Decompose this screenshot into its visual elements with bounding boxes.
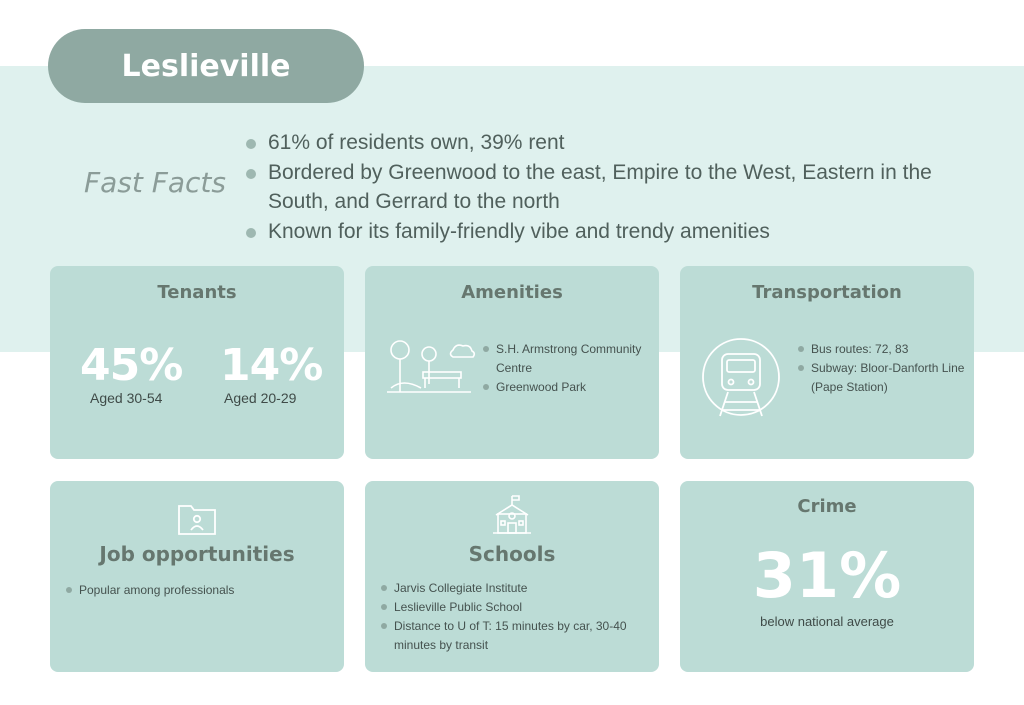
- transportation-card: [680, 266, 974, 459]
- folder-user-icon: [178, 501, 216, 535]
- amenities-card: [365, 266, 659, 459]
- tenant-stat-label: Aged 20-29: [224, 390, 297, 406]
- jobs-list: [66, 581, 326, 600]
- fact-item: Known for its family-friendly vibe and trendy amenities: [246, 217, 996, 246]
- tenants-card: [50, 266, 344, 459]
- transportation-list: [798, 340, 968, 397]
- transportation-title: Transportation: [752, 282, 902, 303]
- fact-item: Bordered by Greenwood to the east, Empire to the West, Eastern in the South, and Gerrard to the north: [246, 158, 996, 216]
- list-item: Leslieville Public School: [381, 598, 646, 617]
- fast-facts-list: [246, 128, 996, 247]
- tenant-stat-value: 14%: [220, 340, 323, 391]
- jobs-title: Job opportunities: [99, 542, 295, 566]
- crime-title: Crime: [797, 496, 857, 517]
- train-icon: [700, 336, 782, 418]
- crime-label: below national average: [760, 614, 894, 629]
- crime-card: [680, 481, 974, 672]
- amenities-title: Amenities: [461, 282, 563, 303]
- park-icon: [387, 336, 477, 396]
- list-item: Subway: Bloor-Danforth Line (Pape Station): [798, 359, 968, 397]
- fact-item: 61% of residents own, 39% rent: [246, 128, 996, 157]
- list-item: Bus routes: 72, 83: [798, 340, 968, 359]
- list-item: S.H. Armstrong Community Centre: [483, 340, 643, 378]
- schools-title: Schools: [468, 542, 556, 566]
- list-item: Greenwood Park: [483, 378, 643, 397]
- amenities-list: [483, 340, 643, 397]
- tenants-title: Tenants: [157, 282, 237, 303]
- schools-list: [381, 579, 646, 655]
- crime-value: 31%: [752, 539, 902, 612]
- jobs-card: [50, 481, 344, 672]
- schools-card: [365, 481, 659, 672]
- list-item: Jarvis Collegiate Institute: [381, 579, 646, 598]
- list-item: Popular among professionals: [66, 581, 326, 600]
- tenant-stat-value: 45%: [80, 340, 183, 391]
- list-item: Distance to U of T: 15 minutes by car, 30-40 minutes by transit: [381, 617, 646, 655]
- school-icon: [491, 495, 533, 535]
- fast-facts-label: Fast Facts: [84, 166, 226, 199]
- page-title: Leslieville: [48, 29, 364, 103]
- tenant-stat-label: Aged 30-54: [90, 390, 163, 406]
